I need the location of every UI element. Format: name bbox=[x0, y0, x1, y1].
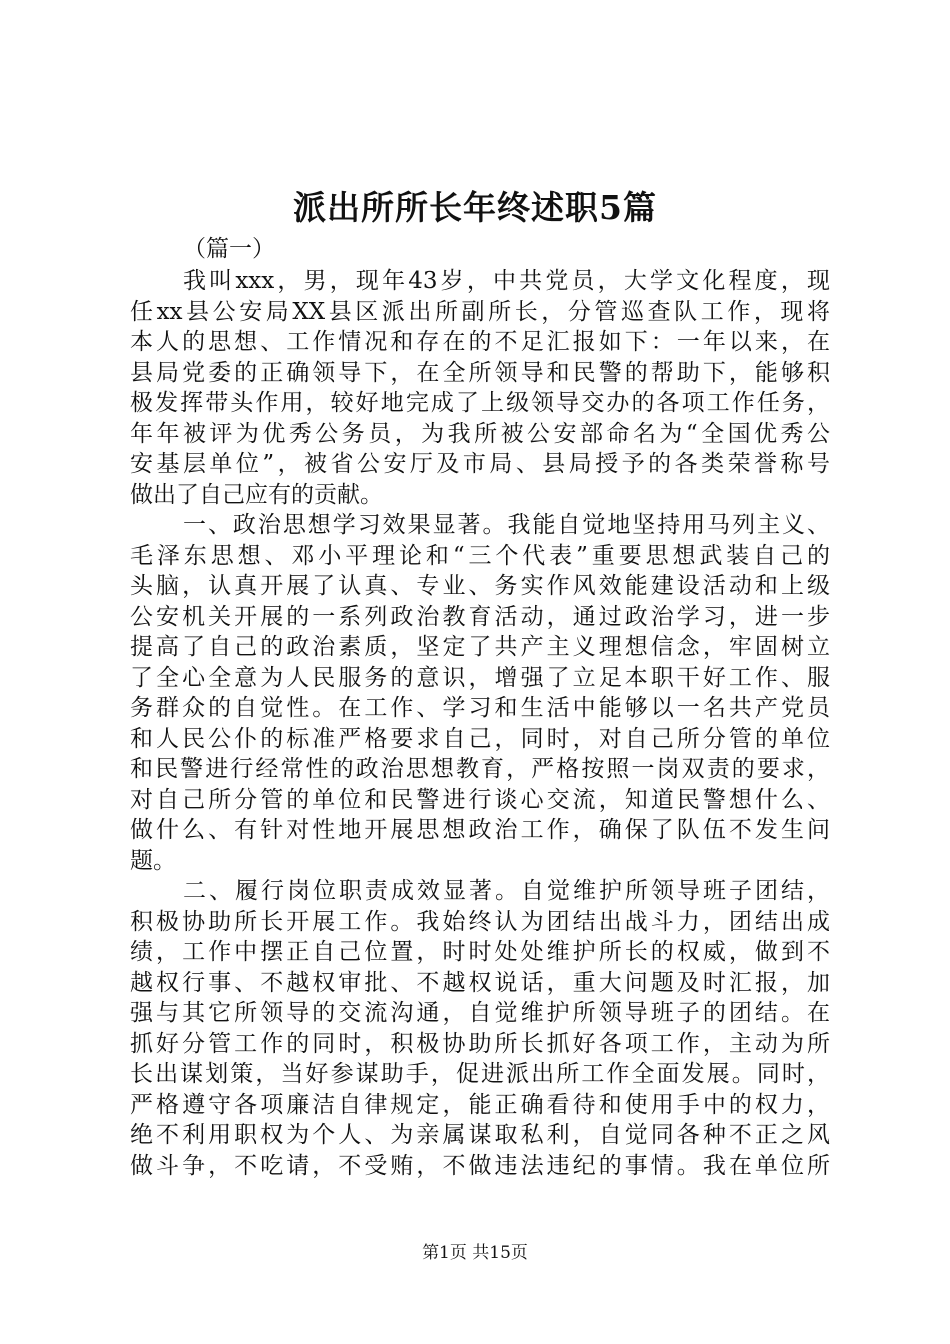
document-title: 派出所所长年终述职5篇 bbox=[293, 188, 657, 227]
paragraph-line: 长出谋划策，当好参谋助手，促进派出所工作全面发展。同时， bbox=[130, 1061, 830, 1087]
section-label: （篇一） bbox=[183, 236, 275, 262]
paragraph-line: 做什么、有针对性地开展思想政治工作，确保了队伍不发生问 bbox=[130, 817, 830, 843]
paragraph-line: 了全心全意为人民服务的意识，增强了立足本职干好工作、服 bbox=[130, 664, 830, 691]
paragraph-line: 题。 bbox=[130, 847, 176, 874]
paragraph-line: 抓好分管工作的同时，积极协助所长抓好各项工作，主动为所 bbox=[130, 1030, 830, 1057]
paragraph-intro bbox=[130, 266, 830, 510]
document-body bbox=[130, 233, 830, 1181]
paragraph-line: 绩，工作中摆正自己位置，时时处处维护所长的权威，做到不 bbox=[130, 939, 830, 965]
paragraph-line: 和民警进行经常性的政治思想教育，严格按照一岗双责的要求， bbox=[130, 756, 830, 782]
paragraph-line: 严格遵守各项廉洁自律规定，能正确看待和使用手中的权力， bbox=[130, 1091, 830, 1118]
paragraph-line: 提高了自己的政治素质，坚定了共产主义理想信念，牢固树立 bbox=[130, 634, 830, 660]
paragraph-line: 极发挥带头作用，较好地完成了上级领导交办的各项工作任务， bbox=[130, 390, 830, 416]
paragraph-line: 公安机关开展的一系列政治教育活动，通过政治学习，进一步 bbox=[130, 603, 830, 630]
paragraph-line: 绝不利用职权为个人、为亲属谋取私利，自觉同各种不正之风 bbox=[130, 1122, 830, 1148]
paragraph-job-duties bbox=[130, 876, 830, 1181]
paragraph-line: 头脑，认真开展了认真、专业、务实作风效能建设活动和上级 bbox=[130, 573, 830, 599]
page-number-footer: 第1页 共15页 bbox=[422, 1243, 528, 1263]
paragraph-line: 年年被评为优秀公务员，为我所被公安部命名为“全国优秀公 bbox=[130, 420, 830, 447]
paragraph-political-study bbox=[130, 510, 830, 876]
paragraph-line: 务群众的自觉性。在工作、学习和生活中能够以一名共产党员 bbox=[130, 695, 830, 721]
paragraph-line: 我叫xxx，男，现年43岁，中共党员，大学文化程度，现 bbox=[183, 268, 830, 294]
paragraph-line: 毛泽东思想、邓小平理论和“三个代表”重要思想武装自己的 bbox=[130, 542, 830, 569]
paragraph-line: 一、政治思想学习效果显著。我能自觉地坚持用马列主义、 bbox=[183, 512, 830, 538]
paragraph-line: 做出了自己应有的贡献。 bbox=[130, 481, 383, 508]
paragraph-line: 县局党委的正确领导下，在全所领导和民警的帮助下，能够积 bbox=[130, 359, 830, 386]
paragraph-line: 做斗争，不吃请，不受贿，不做违法违纪的事情。我在单位所 bbox=[130, 1152, 830, 1179]
paragraph-line: 安基层单位”，被省公安厅及市局、县局授予的各类荣誉称号 bbox=[130, 451, 830, 477]
paragraph-line: 积极协助所长开展工作。我始终认为团结出战斗力，团结出成 bbox=[130, 908, 830, 935]
paragraph-line: 本人的思想、工作情况和存在的不足汇报如下：一年以来，在 bbox=[130, 329, 830, 355]
paragraph-line: 二、履行岗位职责成效显著。自觉维护所领导班子团结， bbox=[183, 878, 830, 904]
paragraph-line: 越权行事、不越权审批、不越权说话，重大问题及时汇报，加 bbox=[130, 969, 830, 996]
paragraph-line: 对自己所分管的单位和民警进行谈心交流，知道民警想什么、 bbox=[130, 786, 830, 813]
paragraph-line: 强与其它所领导的交流沟通，自觉维护所领导班子的团结。在 bbox=[130, 1000, 830, 1026]
paragraph-line: 任xx县公安局XX县区派出所副所长，分管巡查队工作，现将 bbox=[130, 298, 830, 325]
paragraph-line: 和人民公仆的标准严格要求自己，同时，对自己所分管的单位 bbox=[130, 725, 830, 752]
